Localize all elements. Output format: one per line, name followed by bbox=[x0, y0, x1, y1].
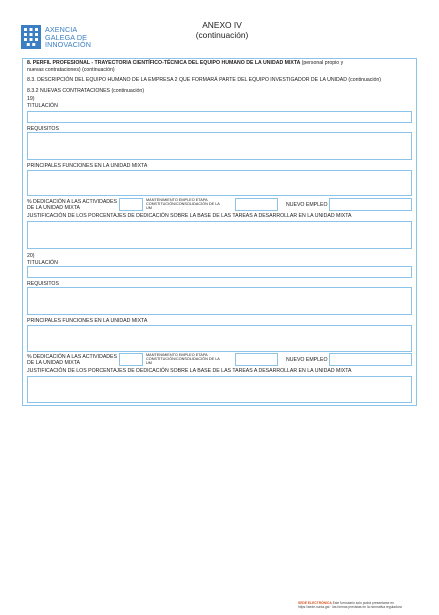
mantenimiento-field[interactable] bbox=[235, 198, 278, 211]
section-heading-line2: nuevas contrataciones) (continuación) bbox=[27, 67, 115, 73]
requisitos-label: REQUISITOS bbox=[27, 281, 59, 287]
mantenimiento-label-line3: UM bbox=[146, 206, 152, 210]
titulacion-label: TITULACIÓN bbox=[27, 260, 58, 266]
agency-logo bbox=[21, 25, 101, 50]
mantenimiento-label: MANTENIMIENTO EMPLEO ETAPA bbox=[146, 353, 208, 357]
section-heading-tail: (personal propio y bbox=[301, 60, 344, 66]
dedicacion-label-line2: DE LA UNIDAD MIXTA bbox=[27, 360, 80, 366]
titulacion-field[interactable] bbox=[27, 111, 412, 123]
nuevo-empleo-field[interactable] bbox=[329, 353, 412, 366]
dedicacion-label-line2: DE LA UNIDAD MIXTA bbox=[27, 205, 80, 211]
titulacion-field[interactable] bbox=[27, 266, 412, 278]
footer-line2: https://sede.xunta.gal · las formas previstas en la normativa reguladora bbox=[298, 605, 402, 609]
justificacion-label: JUSTIFICACIÓN DE LOS PORCENTAJES DE DEDICACIÓN SOBRE LA BASE DE LAS TAREAS A DESARROLLAR EN LA UNIDAD MIXTA bbox=[27, 213, 352, 219]
footer-notice bbox=[298, 601, 418, 609]
section-heading bbox=[27, 60, 343, 66]
funciones-label: PRINCIPALES FUNCIONES EN LA UNIDAD MIXTA bbox=[27, 163, 148, 169]
funciones-label: PRINCIPALES FUNCIONES EN LA UNIDAD MIXTA bbox=[27, 318, 148, 324]
mantenimiento-label-line2: CONSTITUCIÓN/CONSOLIDACIÓN DE LA bbox=[146, 357, 220, 361]
funciones-field[interactable] bbox=[27, 170, 412, 196]
entry-number: 20) bbox=[27, 253, 35, 259]
xunta-shield-icon bbox=[21, 25, 41, 49]
sede-electronica-brand: SEDE ELECTRÓNICA bbox=[298, 601, 332, 605]
dedicacion-label: % DEDICACIÓN A LAS ACTIVIDADES bbox=[27, 199, 117, 205]
justificacion-label: JUSTIFICACIÓN DE LOS PORCENTAJES DE DEDICACIÓN SOBRE LA BASE DE LAS TAREAS A DESARROLLAR EN LA UNIDAD MIXTA bbox=[27, 368, 352, 374]
requisitos-field[interactable] bbox=[27, 287, 412, 315]
dedicacion-field[interactable] bbox=[119, 198, 143, 211]
mantenimiento-label: MANTENIMIENTO EMPLEO ETAPA bbox=[146, 198, 208, 202]
section-heading-bold: 8. PERFIL PROFESIONAL - TRAYECTORIA CIENTÍFICO-TÉCNICA DEL EQUIPO HUMANO DE LA UNIDAD MIXTA bbox=[27, 60, 301, 66]
agency-name bbox=[45, 26, 91, 49]
justificacion-field[interactable] bbox=[27, 221, 412, 249]
agency-name-line: INNOVACIÓN bbox=[45, 40, 91, 50]
footer-line1-text: Este formulario solo podrá presentarse en bbox=[332, 601, 395, 605]
section-subheading: 8.3. DESCRIPCIÓN DEL EQUIPO HUMANO DE LA EMPRESA 2 QUE FORMARÁ PARTE DEL EQUIPO INVESTIGADOR DE LA UNIDAD (continuación) bbox=[27, 77, 381, 83]
subsection-title: 8.3.2 NUEVAS CONTRATACIONES (continuación) bbox=[27, 88, 145, 94]
titulacion-label: TITULACIÓN bbox=[27, 103, 58, 109]
agency-name-line: GALEGA DE bbox=[45, 32, 88, 42]
mantenimiento-field[interactable] bbox=[235, 353, 278, 366]
dedicacion-label: % DEDICACIÓN A LAS ACTIVIDADES bbox=[27, 354, 117, 360]
annex-title-line2: (continuación) bbox=[195, 29, 249, 40]
annex-title-line1: ANEXO IV bbox=[202, 20, 242, 30]
nuevo-empleo-field[interactable] bbox=[329, 198, 412, 211]
entry-number: 19) bbox=[27, 96, 35, 102]
requisitos-field[interactable] bbox=[27, 132, 412, 160]
funciones-field[interactable] bbox=[27, 325, 412, 352]
nuevo-empleo-label: NUEVO EMPLEO bbox=[286, 357, 328, 363]
agency-name-line: AXENCIA bbox=[45, 25, 78, 34]
mantenimiento-label-line3: UM bbox=[146, 361, 152, 365]
dedicacion-field[interactable] bbox=[119, 353, 143, 366]
nuevo-empleo-label: NUEVO EMPLEO bbox=[286, 202, 328, 208]
justificacion-field[interactable] bbox=[27, 376, 412, 403]
requisitos-label: REQUISITOS bbox=[27, 126, 59, 132]
annex-title bbox=[170, 21, 274, 40]
mantenimiento-label-line2: CONSTITUCIÓN/CONSOLIDACIÓN DE LA bbox=[146, 202, 220, 206]
